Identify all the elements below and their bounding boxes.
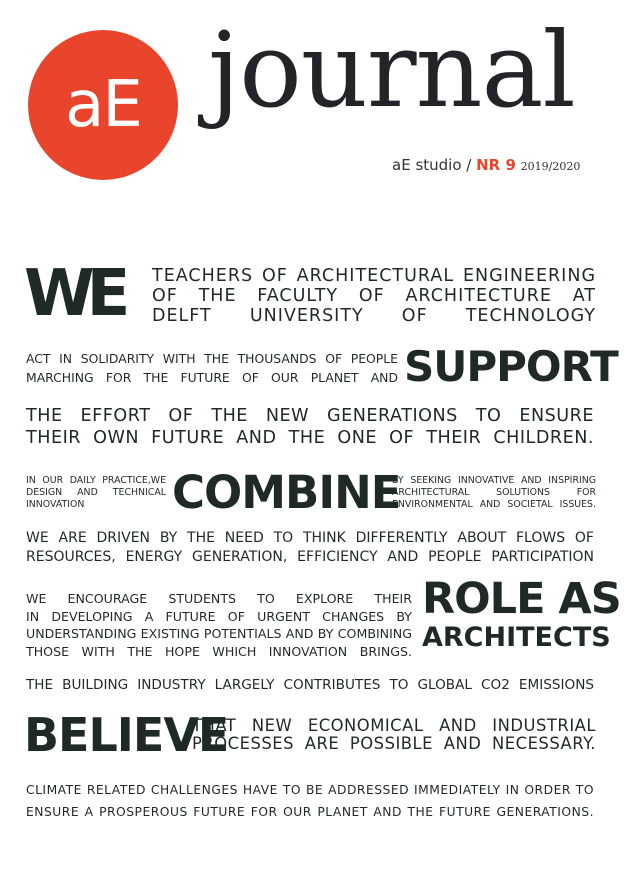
text-line: ACT IN SOLIDARITY WITH THE THOUSANDS OF PEOPLE	[26, 351, 398, 366]
issue-line	[392, 156, 580, 174]
text-line: WE ARE DRIVEN BY THE NEED TO THINK DIFFERENTLY ABOUT FLOWS OF	[26, 530, 594, 546]
act-paragraph	[26, 349, 398, 387]
text-line: THOSE WITH THE HOPE WHICH INNOVATION BRINGS.	[26, 643, 412, 659]
driven-paragraph	[26, 529, 594, 567]
text-line: ENVIRONMENTAL AND SOCIETAL ISSUES.	[392, 499, 596, 510]
word-architects: ARCHITECTS	[422, 622, 611, 653]
encourage-paragraph	[26, 590, 412, 660]
text-line: THE EFFORT OF THE NEW GENERATIONS TO ENSURE	[26, 406, 594, 426]
logo-text: aE	[65, 68, 141, 142]
studio-label: aE studio /	[392, 156, 472, 174]
word-believe: BELIEVE	[24, 708, 229, 762]
seeking-paragraph	[392, 475, 596, 511]
text-line: RESOURCES, ENERGY GENERATION, EFFICIENCY AND PEOPLE PARTICIPATION	[26, 549, 594, 565]
word-combine: COMBINE	[172, 466, 401, 519]
text-line: THAT NEW ECONOMICAL AND INDUSTRIAL	[192, 716, 596, 735]
daily-paragraph	[26, 475, 166, 511]
text-line: IN OUR DAILY PRACTICE,WE	[26, 475, 166, 486]
text-line: IN DEVELOPING A FUTURE OF URGENT CHANGES BY	[26, 608, 412, 624]
text-line: BY SEEKING INNOVATIVE AND INSPIRING	[392, 475, 596, 486]
text-line: INNOVATION	[26, 499, 85, 510]
text-line: TEACHERS OF ARCHITECTURAL ENGINEERING	[152, 266, 596, 286]
text-line: UNDERSTANDING EXISTING POTENTIALS AND BY COMBINING	[26, 626, 412, 641]
climate-paragraph	[26, 779, 594, 823]
newecon-paragraph	[192, 717, 596, 753]
text-line: PROCESSES ARE POSSIBLE AND NECESSARY.	[192, 734, 596, 753]
we-paragraph	[152, 266, 596, 326]
effort-paragraph	[26, 405, 594, 449]
text-line: MARCHING FOR THE FUTURE OF OUR PLANET AND	[26, 370, 398, 385]
text-line: DESIGN AND TECHNICAL	[26, 487, 166, 498]
word-we: WE	[24, 257, 123, 331]
text-line: ARCHITECTURAL SOLUTIONS FOR	[392, 487, 596, 498]
text-line: THE BUILDING INDUSTRY LARGELY CONTRIBUTES TO GLOBAL CO2 EMISSIONS	[26, 677, 594, 693]
issue-number: NR 9	[476, 156, 516, 174]
text-line: WE ENCOURAGE STUDENTS TO EXPLORE THEIR	[26, 591, 412, 606]
text-line: OF THE FACULTY OF ARCHITECTURE AT	[152, 286, 596, 306]
issue-year: 2019/2020	[520, 160, 581, 173]
text-line: ENSURE A PROSPEROUS FUTURE FOR OUR PLANET AND THE FUTURE GENERATIONS.	[26, 805, 594, 819]
building-paragraph	[26, 676, 594, 694]
text-line: THEIR OWN FUTURE AND THE ONE OF THEIR CHILDREN.	[26, 428, 594, 448]
word-role-as: ROLE AS	[422, 574, 621, 624]
text-line: CLIMATE RELATED CHALLENGES HAVE TO BE ADDRESSED IMMEDIATELY IN ORDER TO	[26, 783, 594, 797]
masthead-title: journal	[208, 9, 575, 131]
word-support: SUPPORT	[404, 342, 618, 391]
text-line: DELFT UNIVERSITY OF TECHNOLOGY	[152, 306, 596, 326]
